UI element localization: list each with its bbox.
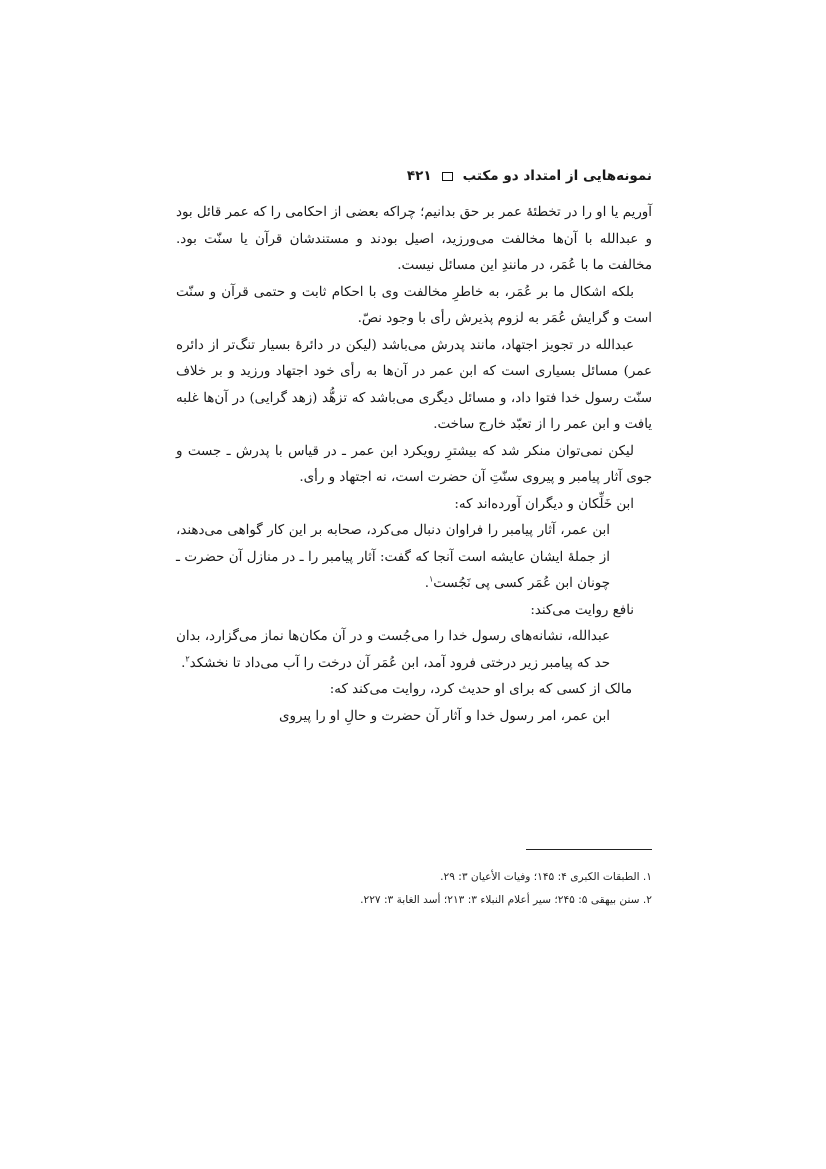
square-ornament-icon [442, 172, 453, 181]
paragraph-1: آوریم یا او را در تخطئهٔ عمر بر حق بدانیم؛ چراکه بعضی از احکامی را که عمر قائل بود و عبدالله با آن‌ها مخالفت می‌ورزید، اصیل بودند و مستندشان قرآن یا سنّت بود. مخالفت ما با عُمَر، در مانندِ این مسائل نیست. [176, 205, 652, 273]
paragraph-2: بلکه اشکال ما بر عُمَر، به خاطرِ مخالفت وی با احکام ثابت و حتمی قرآن و سنّت است و گرایش عُمَر به لزوم پذیرش رأی با وجود نصّ. [176, 284, 652, 326]
footnote-1: ۱. الطبقات الکبری ۴: ۱۴۵؛ وفیات الأعیان ۳: ۲۹. [440, 871, 652, 883]
footnote-ref-1[interactable]: ۱ [428, 574, 434, 584]
running-header-title: نمونه‌هایی از امتداد دو مکتب [462, 168, 652, 184]
footnote-2: ۲. سنن بیهقی ۵: ۲۴۵؛ سیر أعلام النبلاء ۳: ۲۱۳؛ أسد الغابة ۳: ۲۲۷. [360, 894, 652, 906]
paragraph-3: عبدالله در تجویز اجتهاد، مانند پدرش می‌باشد (لیکن در دائرهٔ بسیار تنگ‌تر از دائره عمر) مسائل بسیاری است که ابن عمر در آن‌ها به رأی خود اجتهاد ورزید و بر خلاف سنّت رسول خدا فتوا داد، و مسائل دیگری می‌باشد که تزهُّد (زهد گرایی) در آن‌ها غلبه یافت و ابن عمر را از تعبّد خارج ساخت. [176, 337, 652, 432]
block-quote-3: ابن عمر، امر رسول خدا و آثار آن حضرت و حالِ او را پیروی [279, 708, 610, 724]
footnote-ref-2[interactable]: ۲ [185, 654, 190, 664]
body-text [176, 200, 652, 730]
running-header [176, 160, 652, 192]
paragraph-5: ابن خَلِّکان و دیگران آورده‌اند که: [454, 496, 634, 512]
page-number: ۴۲۱ [406, 168, 432, 184]
paragraph-7: مالک از کسی که برای او حدیث کرد، روایت می‌کند که: [329, 682, 632, 697]
footnote-separator [526, 849, 652, 850]
paragraph-6: نافع روایت می‌کند: [530, 602, 634, 618]
book-page [176, 160, 652, 906]
paragraph-4: لیکن نمی‌توان منکر شد که بیشترِ رویکرد ابن عمر ـ در قیاس با پدرش ـ جست و جوی آثار پیامبر و پیروی سنّتِ آن حضرت است، نه اجتهاد و رأی. [176, 443, 652, 485]
block-quote-1: ابن عمر، آثار پیامبر را فراوان دنبال می‌کرد، صحابه بر این کار گواهی می‌دهند، از جملهٔ ایشان عایشه است آنجا که گفت: آثار پیامبر را ـ در منازل آن حضرت ـ چونان ابن عُمَر کسی پی نَجُست$^۱$. [176, 523, 610, 591]
footnotes [176, 866, 652, 912]
block-quote-2: عبدالله، نشانه‌های رسول خدا را می‌جُست و در آن مکان‌ها نماز می‌گزارد، بدان حد که پیامبر زیر درختی فرود آمد، ابن عُمَر آن درخت را آب می‌داد تا نخشکد$^۲$. [176, 629, 610, 671]
